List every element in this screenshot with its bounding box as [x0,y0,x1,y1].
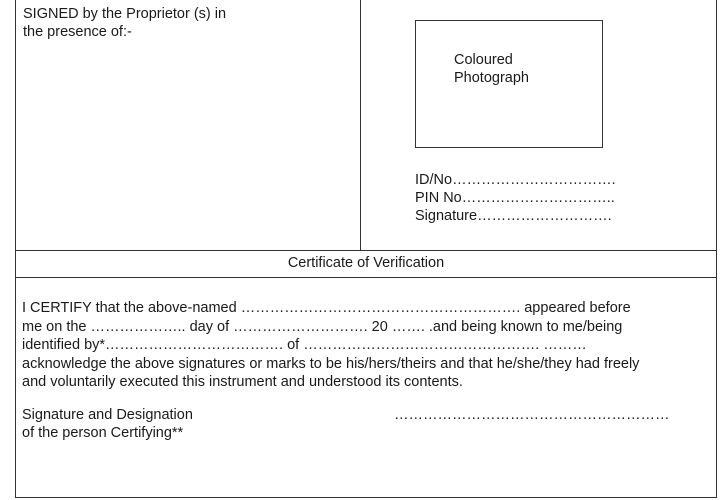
verification-form [15,0,717,498]
row-divider-title [16,277,716,278]
photo-label-line-1: Coloured [454,52,513,68]
certificate-line-2: me on the ……………….. day of ………………………. 20 ……. .and being known to me/being [22,318,623,335]
certificate-line-5: and voluntarily executed this instrument and understood its contents. [22,374,463,390]
signed-line-2: the presence of:- [23,24,132,40]
certificate-line-4: acknowledge the above signatures or marks to be his/hers/theirs and that he/she/they had freely [22,355,640,372]
row-divider-top [16,250,716,251]
certificate-title: Certificate of Verification [287,255,445,271]
certifier-label-line-2: of the person Certifying** [22,425,184,441]
column-divider [360,0,361,250]
signed-line-1: SIGNED by the Proprietor (s) in [23,6,227,22]
certificate-body [22,299,718,392]
signed-presence-text [23,5,323,41]
certificate-line-3: identified by*………………………………. of …………………………………………. ……… [22,337,587,353]
id-no-field: ID/No……………………………. [415,172,616,188]
id-details [415,171,616,225]
pin-no-field: PIN No………………………….. [415,190,615,206]
photograph-box [415,20,603,148]
photo-label-line-2: Photograph [454,70,529,86]
photograph-label [454,51,529,87]
certifier-signature-label [22,406,193,442]
certifier-signature-line: ………………………………………………… [394,407,670,423]
certificate-line-1: I CERTIFY that the above-named …………………………………………………. appeared before [22,300,631,316]
signature-field: Signature………………………. [415,208,612,224]
certifier-label-line-1: Signature and Designation [22,407,193,423]
